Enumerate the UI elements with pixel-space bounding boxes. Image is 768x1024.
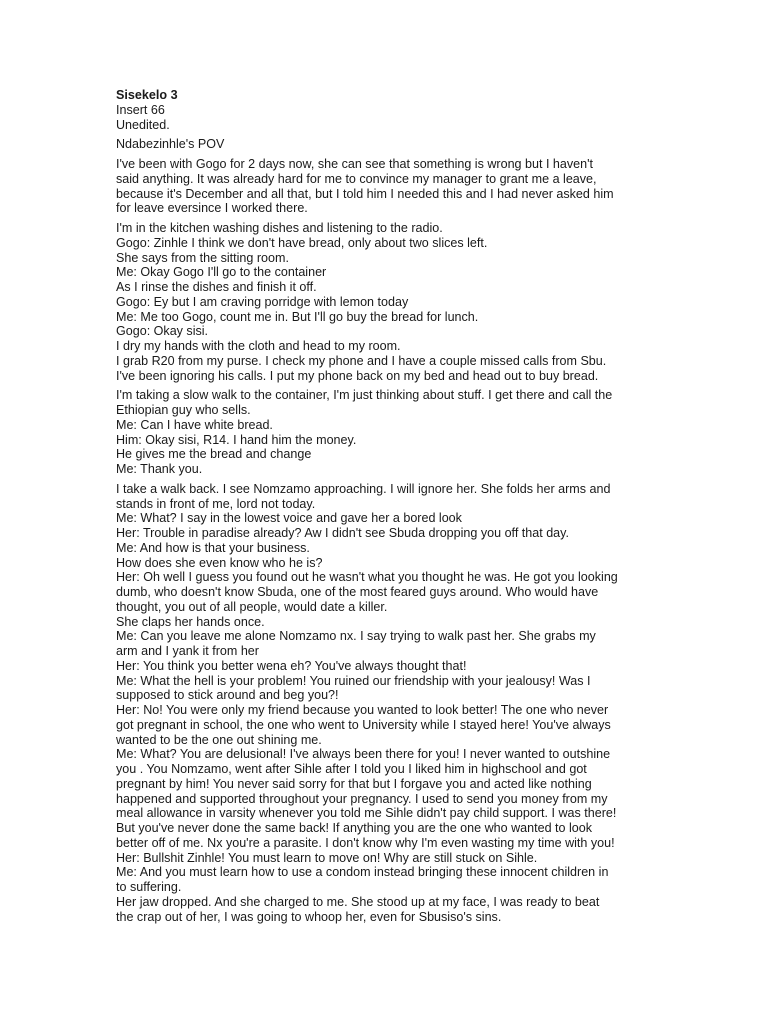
text-line: because it's December and all that, but I told him I needed this and I had never asked him	[116, 186, 614, 201]
story-paragraph	[116, 482, 656, 925]
text-line: Her: Bullshit Zinhle! You must learn to move on! Why are still stuck on Sihle.	[116, 850, 538, 865]
story-paragraph	[116, 388, 656, 477]
insert-number: Insert 66	[116, 102, 165, 117]
text-line: supposed to stick around and beg you?!	[116, 688, 339, 703]
story-paragraph	[116, 157, 656, 216]
text-line: arm and I yank it from her	[116, 644, 259, 658]
text-line: I'm in the kitchen washing dishes and listening to the radio.	[116, 221, 443, 235]
text-line: to suffering.	[116, 880, 182, 894]
text-line: Me: And how is that your business.	[116, 540, 310, 555]
text-line: Her: Trouble in paradise already? Aw I didn't see Sbuda dropping you off that day.	[116, 526, 569, 540]
text-line: Gogo: Okay sisi.	[116, 324, 209, 339]
text-line: He gives me the bread and change	[116, 447, 312, 462]
text-line: meal allowance in varsity whenever you told me Sihle didn't pay child support. I was there!	[116, 806, 617, 821]
text-line: She says from the sitting room.	[116, 250, 289, 265]
text-line: Me: Can you leave me alone Nomzamo nx. I say trying to walk past her. She grabs my	[116, 629, 596, 644]
text-line: Her: You think you better wena eh? You've always thought that!	[116, 658, 467, 673]
text-line: Me: Can I have white bread.	[116, 417, 273, 432]
text-line: I'm taking a slow walk to the container, I'm just thinking about stuff. I get there and call the	[116, 388, 613, 403]
text-line: I dry my hands with the cloth and head to my room.	[116, 339, 401, 353]
story-body	[116, 152, 656, 924]
text-line: the crap out of her, I was going to whoop her, even for Sbusiso's sins.	[116, 909, 502, 924]
text-line: Me: What the hell is your problem! You ruined our friendship with your jealousy! Was I	[116, 673, 591, 688]
text-line: said anything. It was already hard for me to convince my manager to grant me a leave,	[116, 171, 597, 186]
text-line: pregnant by him! You never said sorry for that but I forgave you and acted like nothing	[116, 776, 592, 791]
text-line: wanted to be the one out shining me.	[116, 732, 322, 747]
text-line: got pregnant in school, the one who went to University while I stayed here! You've always	[116, 717, 611, 732]
text-line: Her jaw dropped. And she charged to me. She stood up at my face, I was ready to beat	[116, 894, 600, 909]
text-line: for leave eversince I worked there.	[116, 201, 308, 216]
text-line: I've been with Gogo for 2 days now, she can see that something is wrong but I haven't	[116, 157, 593, 171]
text-line: happened and supported throughout your pregnancy. I used to send you money from my	[116, 791, 608, 806]
text-line: stands in front of me, lord not today.	[116, 496, 316, 511]
text-line: Gogo: Zinhle I think we don't have bread, only about two slices left.	[116, 235, 488, 250]
document-page	[116, 88, 656, 924]
document-title: Sisekelo 3	[116, 88, 178, 102]
text-line: Her: Oh well I guess you found out he wasn't what you thought he was. He got you looking	[116, 570, 618, 585]
text-line: But you've never done the same back! If anything you are the one who wanted to look	[116, 821, 592, 835]
text-line: I've been ignoring his calls. I put my phone back on my bed and head out to buy bread.	[116, 368, 599, 383]
pov-heading: Ndabezinhle's POV	[116, 137, 225, 152]
text-line: How does she even know who he is?	[116, 555, 323, 570]
text-line: Gogo: Ey but I am craving porridge with lemon today	[116, 294, 409, 309]
text-line: Him: Okay sisi, R14. I hand him the money.	[116, 432, 357, 447]
text-line: Me: Me too Gogo, count me in. But I'll go buy the bread for lunch.	[116, 309, 479, 324]
text-line: Me: What? I say in the lowest voice and gave her a bored look	[116, 511, 462, 526]
text-line: Me: And you must learn how to use a condom instead bringing these innocent children in	[116, 865, 609, 880]
text-line: dumb, who doesn't know Sbuda, one of the most feared guys around. Who would have	[116, 585, 599, 599]
text-line: thought, you out of all people, would date a killer.	[116, 599, 388, 614]
text-line: I grab R20 from my purse. I check my phone and I have a couple missed calls from Sbu.	[116, 353, 607, 368]
text-line: Me: Thank you.	[116, 462, 203, 476]
text-line: Her: No! You were only my friend because you wanted to look better! The one who never	[116, 703, 609, 717]
text-line: Me: Okay Gogo I'll go to the container	[116, 265, 327, 280]
story-paragraph	[116, 221, 656, 383]
text-line: Me: What? You are delusional! I've always been there for you! I never wanted to outshine	[116, 747, 611, 762]
text-line: Ethiopian guy who sells.	[116, 403, 251, 417]
edit-status: Unedited.	[116, 117, 170, 132]
text-line: you . You Nomzamo, went after Sihle after I told you I liked him in highschool and got	[116, 762, 587, 776]
text-line: I take a walk back. I see Nomzamo approaching. I will ignore her. She folds her arms and	[116, 481, 611, 496]
text-line: She claps her hands once.	[116, 614, 265, 629]
text-line: As I rinse the dishes and finish it off.	[116, 280, 317, 294]
text-line: better off of me. Nx you're a parasite. I don't know why I'm even wasting my time with you!	[116, 835, 615, 850]
